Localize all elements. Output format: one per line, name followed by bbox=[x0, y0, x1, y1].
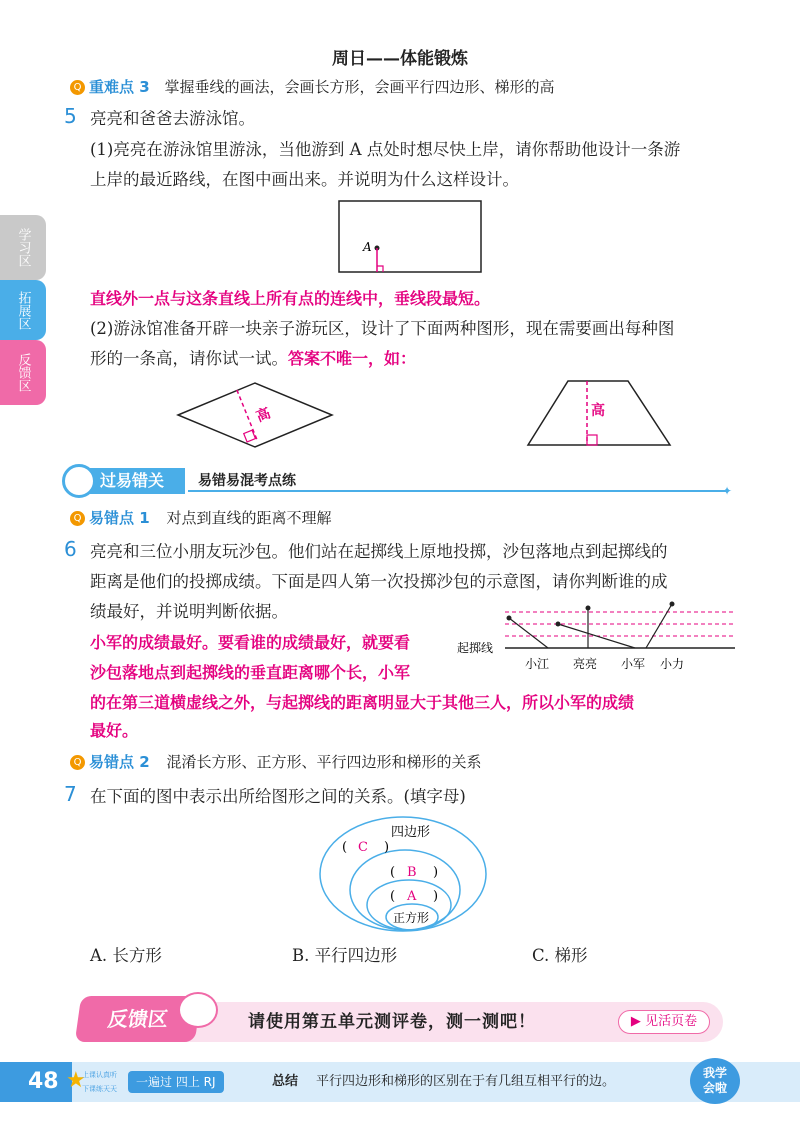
q5-answer2: 答案不唯一，如： bbox=[288, 349, 417, 368]
side-tab-study[interactable] bbox=[0, 215, 46, 280]
bag-xiaojiang bbox=[507, 616, 512, 621]
bag-xiaojun bbox=[556, 622, 561, 627]
q6-answer-line3: 的在第三道横虚线之外，与起掷线的距离明显大于其他三人，所以小军的成绩 bbox=[90, 693, 635, 712]
feedback-text: 请使用第五单元测评卷，测一测吧！ bbox=[248, 1012, 536, 1032]
q6-line2: 距离是他们的投掷成绩。下面是四人第一次投掷沙包的示意图，请你判断谁的成 bbox=[90, 572, 668, 591]
err2-row bbox=[70, 751, 481, 773]
name-xiaojiang: 小江 bbox=[525, 657, 550, 671]
summary-label: 总结 bbox=[272, 1074, 299, 1089]
paren-close-1: ) bbox=[384, 840, 390, 855]
paren-close-2: ) bbox=[433, 865, 439, 880]
err2-label: 易错点 2 bbox=[89, 753, 150, 771]
section-sub: 易错易混考点练 bbox=[198, 473, 296, 489]
side-tab-feedback[interactable] bbox=[0, 340, 46, 405]
paren-open-2: ( bbox=[390, 865, 396, 880]
brand-slogan-2: 下课练天天 bbox=[82, 1085, 117, 1093]
bag-liangliang bbox=[586, 606, 591, 611]
section-bar bbox=[70, 468, 735, 498]
section-label: 过易错关 bbox=[70, 468, 185, 494]
q6-line1: 亮亮和三位小朋友玩沙包。他们站在起掷线上原地投掷，沙包落地点到起掷线的 bbox=[90, 542, 668, 561]
trapezoid-right-angle bbox=[587, 435, 597, 445]
label-square: 正方形 bbox=[393, 911, 430, 925]
q6-line3: 绩最好，并说明判断依据。 bbox=[90, 602, 288, 621]
page-number: 48 bbox=[28, 1069, 59, 1094]
q5-number: 5 bbox=[64, 104, 77, 128]
pool-rectangle bbox=[339, 201, 481, 272]
q5-part1-line2: 上岸的最近路线，在图中画出来。并说明为什么这样设计。 bbox=[90, 170, 519, 189]
see-sheet-button[interactable] bbox=[618, 1010, 710, 1034]
feedback-strip bbox=[78, 1002, 723, 1042]
name-xiaoli: 小力 bbox=[660, 657, 685, 671]
summary bbox=[272, 1062, 615, 1102]
err1-label: 易错点 1 bbox=[89, 509, 150, 527]
err1-text: 对点到直线的距离不理解 bbox=[166, 509, 332, 527]
feedback-label: 反馈区 bbox=[75, 996, 201, 1042]
parallelogram-diagram bbox=[175, 380, 335, 450]
brand-label: 一遍过 四上 RJ bbox=[128, 1071, 224, 1093]
key-point-row bbox=[70, 76, 554, 98]
key-point-icon: Q bbox=[70, 80, 85, 95]
answer-b: B bbox=[407, 865, 417, 880]
learned-badge-line1: 我学 bbox=[702, 1066, 727, 1080]
paren-close-3: ) bbox=[433, 889, 439, 904]
q6-answer-line2: 沙包落地点到起掷线的垂直距离哪个长，小军 bbox=[90, 663, 411, 682]
q5-part2-line1: (2)游泳馆准备开辟一块亲子游玩区，设计了下面两种图形，现在需要画出每种图 bbox=[90, 319, 675, 338]
err2-text: 混淆长方形、正方形、平行四边形和梯形的关系 bbox=[166, 753, 482, 771]
learned-badge-line2: 会啦 bbox=[702, 1081, 727, 1095]
option-a: A. 长方形 bbox=[90, 946, 162, 965]
option-c: C. 梯形 bbox=[532, 946, 588, 965]
side-tab-extend[interactable] bbox=[0, 280, 46, 340]
right-angle-mark bbox=[377, 266, 383, 272]
err2-icon: Q bbox=[70, 755, 85, 770]
feedback-mascot-icon bbox=[178, 992, 218, 1028]
side-tab-study-label: 学习区 bbox=[15, 228, 31, 267]
star-mascot-icon: ★ bbox=[66, 1068, 86, 1093]
q6-answer-line1: 小军的成绩最好。要看谁的成绩最好，就要看 bbox=[90, 633, 411, 652]
name-liangliang: 亮亮 bbox=[573, 657, 598, 671]
q5-stem: 亮亮和爸爸去游泳馆。 bbox=[90, 109, 255, 128]
q5-part1-line1: (1)亮亮在游泳馆里游泳，当他游到 A 点处时想尽快上岸，请你帮助他设计一条游 bbox=[90, 140, 681, 159]
star-icon: ✦ bbox=[722, 484, 733, 498]
learned-badge bbox=[690, 1058, 740, 1104]
q6-answer-line4: 最好。 bbox=[90, 721, 139, 740]
key-point-text: 掌握垂线的画法，会画长方形，会画平行四边形、梯形的高 bbox=[164, 78, 555, 96]
err1-row bbox=[70, 507, 331, 529]
name-xiaojun: 小军 bbox=[621, 657, 646, 671]
throw-diagram bbox=[455, 600, 740, 680]
err1-icon: Q bbox=[70, 511, 85, 526]
venn-diagram bbox=[318, 816, 488, 936]
side-tab-feedback-label: 反馈区 bbox=[15, 353, 31, 392]
section-mascot-icon bbox=[62, 464, 96, 498]
label-quadrilateral: 四边形 bbox=[391, 825, 431, 840]
see-sheet-label: 见活页卷 bbox=[645, 1014, 698, 1029]
key-point-label: 重难点 3 bbox=[89, 78, 150, 96]
point-a-label: A bbox=[363, 240, 372, 254]
trapezoid-diagram bbox=[525, 378, 675, 448]
parallelogram-height-label: 高 bbox=[254, 405, 273, 426]
summary-text: 平行四边形和梯形的区别在于有几组互相平行的边。 bbox=[316, 1074, 616, 1089]
paren-open-1: ( bbox=[342, 840, 348, 855]
q7-number: 7 bbox=[64, 782, 77, 806]
brand-slogan bbox=[82, 1068, 117, 1096]
q6-number: 6 bbox=[64, 537, 77, 561]
start-line-label: 起掷线 bbox=[457, 641, 494, 655]
pool-diagram bbox=[330, 195, 490, 279]
footer bbox=[0, 1062, 800, 1102]
section-rule bbox=[188, 490, 728, 492]
bag-xiaoli bbox=[670, 602, 675, 607]
answer-a: A bbox=[407, 889, 417, 904]
q5-part2-line2 bbox=[90, 344, 416, 373]
q7-stem: 在下面的图中表示出所给图形之间的关系。(填字母) bbox=[90, 787, 466, 806]
trapezoid-height-label: 高 bbox=[591, 403, 605, 419]
option-b: B. 平行四边形 bbox=[292, 946, 398, 965]
brand-slogan-1: 上课认真听 bbox=[82, 1071, 117, 1079]
side-tab-extend-label: 拓展区 bbox=[15, 290, 31, 330]
play-icon: ▶ bbox=[630, 1014, 646, 1029]
throw-xiaoli bbox=[646, 604, 672, 648]
paren-open-3: ( bbox=[390, 889, 396, 904]
throw-xiaojiang bbox=[509, 618, 548, 648]
page-title: 周日——体能锻炼 bbox=[332, 49, 468, 69]
q5-answer1: 直线外一点与这条直线上所有点的连线中，垂线段最短。 bbox=[90, 289, 491, 308]
q5-part2-line2-prefix: 形的一条高，请你试一试。 bbox=[90, 349, 288, 368]
answer-c: C bbox=[358, 840, 368, 855]
